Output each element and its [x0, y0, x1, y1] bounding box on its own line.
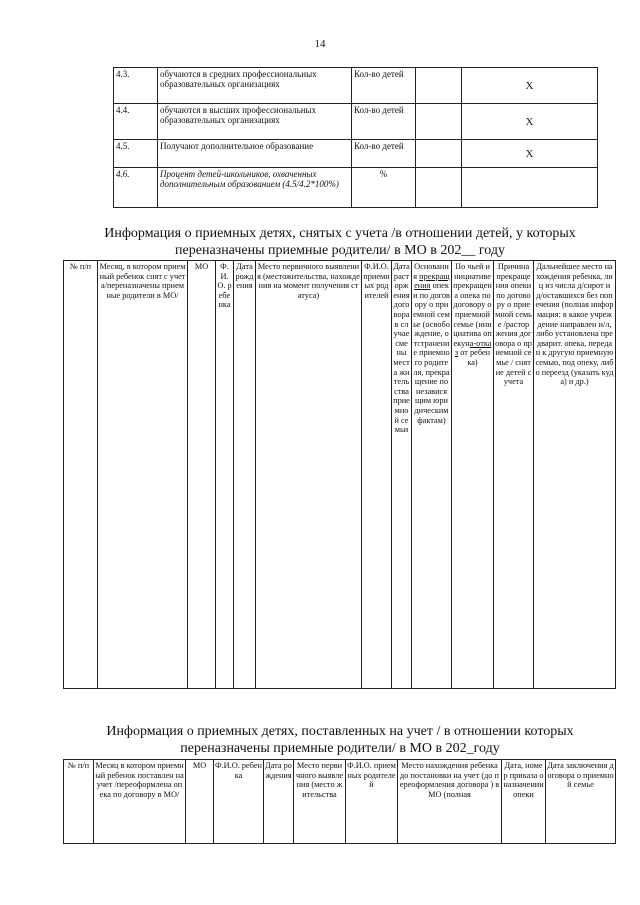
col-header-further-place: Дальнейшее место нахождения ребенка, лиц из числа д/сирот и д/оставшихся без попечения (полная информация: в какое учреждение направлен и/л, либо установлена предварит. опека, передан к другую приемную семью, под опеку, либо переезд (указать куда) и др.)	[534, 261, 616, 689]
section2-title	[60, 723, 620, 757]
col-header-termination-date: Дата расторжения договора в случае смены места жительства приемной семьи	[392, 261, 412, 689]
table-header-row	[64, 760, 616, 844]
table-row	[114, 68, 598, 104]
col-header-child-name: Ф.И.О. ребенка	[214, 760, 264, 844]
row-mark: X	[462, 68, 598, 104]
row-unit: Кол-во детей	[352, 68, 416, 104]
section1-title-line1: Информация о приемных детях, снятых с учета /в отношении детей, у которых	[104, 226, 576, 241]
table-header-row	[64, 261, 616, 689]
col-header-reason: Причина прекращения опеки по договору о приемной семье /расторжения договора о приемной семье / снятие детей с учета	[494, 261, 534, 689]
col-header-number: № п/п	[64, 760, 94, 844]
section1-table	[63, 260, 616, 689]
top-table	[113, 67, 598, 208]
col-header-mo: МО	[186, 760, 214, 844]
row-number: 4.5.	[114, 140, 158, 168]
underlined-word: а-отказ	[454, 338, 492, 358]
section2-title-line2: переназначены приемные родители/ в МО в 202_году	[180, 741, 500, 756]
table-row	[114, 104, 598, 140]
row-unit: Кол-во детей	[352, 140, 416, 168]
col-header-contract-date: Дата заключения договора о приемной семье	[546, 760, 616, 844]
row-label: обучаются в средних профессиональных образовательных организациях	[158, 68, 352, 104]
page-number: 14	[314, 38, 326, 50]
empty-cell	[416, 104, 462, 140]
col-header-birth-date: Дата рождения	[234, 261, 256, 689]
col-header-place: Место первичного выявления (местожительства, нахождения на момент получения статуса)	[256, 261, 362, 689]
underlined-word: прекращения	[414, 271, 450, 291]
col-header-place: Место первичного выявления (место жительства	[294, 760, 346, 844]
section1-title-line2: переназначены приемные родители/ в МО в 202__ году	[175, 243, 505, 258]
empty-cell	[462, 168, 598, 208]
row-number: 4.3.	[114, 68, 158, 104]
col-header-month: Месяц в котором приемный ребенок поставлен на учет /переоформлена опека по договору в МО/	[94, 760, 186, 844]
col-header-initiative: По чьей инициативе прекращена опека по договору о приемной семье (инициатива опекуна-отказ от ребенка)	[452, 261, 494, 689]
row-unit: %	[352, 168, 416, 208]
section2-title-line1: Информация о приемных детях, поставленных на учет / в отношении которых	[106, 724, 574, 739]
col-header-mo: МО	[188, 261, 216, 689]
col-header-child-name: Ф. И. О. ребенка	[216, 261, 234, 689]
col-header-prior-location: Место нахождения ребенка до постановки на учет (до переоформления договора ) в МО (полная	[398, 760, 502, 844]
empty-cell	[416, 68, 462, 104]
row-unit: Кол-во детей	[352, 104, 416, 140]
table-row	[114, 168, 598, 208]
row-label: Процент детей-школьников, охваченных дополнительным образованием (4.5/4.2*100%)	[158, 168, 352, 208]
col-header-birth-date: Дата рождения	[264, 760, 294, 844]
row-number: 4.6.	[114, 168, 158, 208]
row-mark: X	[462, 140, 598, 168]
section2-table	[63, 759, 616, 844]
col-header-order: Дата, номер приказа о назначении опеки	[502, 760, 546, 844]
col-header-parents: Ф.И.О. приемных родителей	[346, 760, 398, 844]
row-label: обучаются в высших профессиональных образовательных организациях	[158, 104, 352, 140]
col-header-month: Месяц, в котором приемный ребенок снят с учета/переназначены приемные родители в МО/	[98, 261, 188, 689]
col-header-grounds: Основания прекращения опеки по договору о приемной семье (освобождение, отстранение приемного родителя, прекращение по независящим юридическим фактам)	[412, 261, 452, 689]
empty-cell	[416, 140, 462, 168]
row-number: 4.4.	[114, 104, 158, 140]
col-header-parents: Ф.И.О. приемных родителей	[362, 261, 392, 689]
row-mark: X	[462, 104, 598, 140]
empty-cell	[416, 168, 462, 208]
row-label: Получают дополнительное образование	[158, 140, 352, 168]
table-row	[114, 140, 598, 168]
col-header-number: № п/п	[64, 261, 98, 689]
section1-title	[60, 225, 620, 259]
